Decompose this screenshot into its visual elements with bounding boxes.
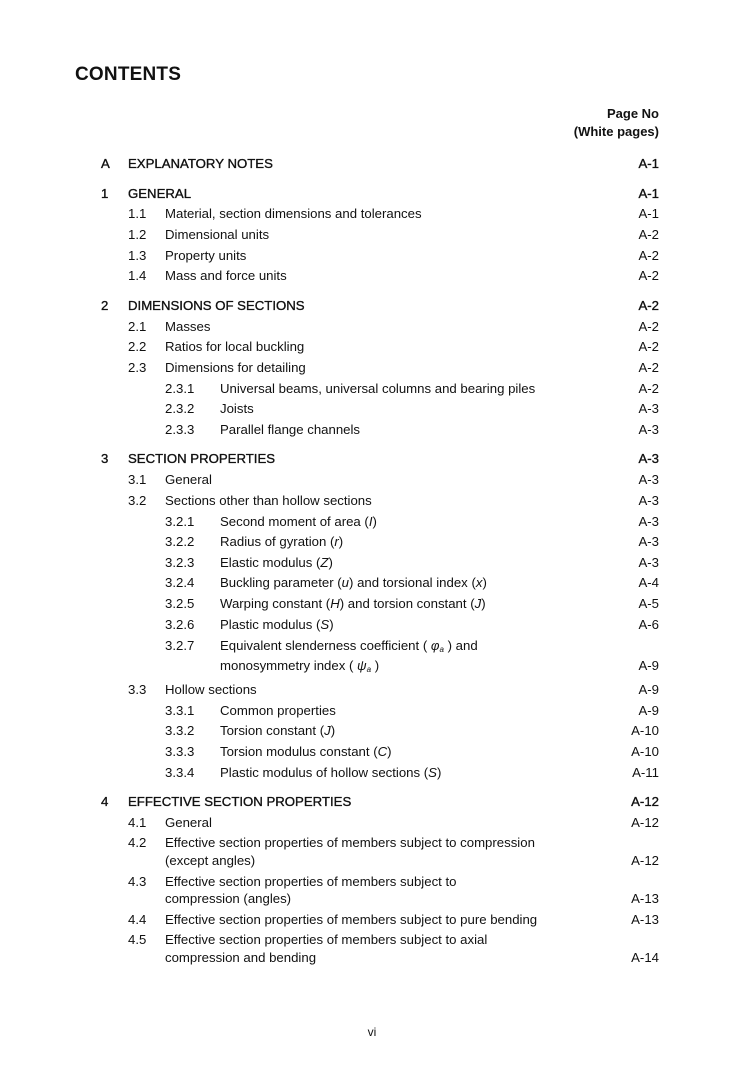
entry-title: [220, 637, 478, 659]
entry-title: [128, 185, 191, 203]
entry-title: [220, 574, 487, 592]
entry-number: 2.3.3: [165, 422, 195, 437]
entry-number: 2: [101, 298, 109, 313]
entry-title: [165, 492, 372, 510]
page-reference: A-4: [638, 575, 659, 590]
page-reference: A-3: [638, 493, 659, 508]
title-text: Effective section properties of members subject to axial: [165, 932, 488, 947]
title-text: Common properties: [220, 703, 336, 718]
entry-number: 1.1: [128, 206, 147, 221]
entry-title: [220, 657, 379, 679]
title-text: GENERAL: [128, 186, 192, 201]
entry-number: 1.3: [128, 248, 147, 263]
title-text: ): [329, 617, 334, 632]
title-text: DIMENSIONS OF SECTIONS: [128, 298, 305, 313]
entry-title: [165, 205, 422, 223]
symbol: S: [428, 765, 437, 780]
entry-title: [220, 513, 377, 531]
entry-title: [165, 267, 287, 285]
title-text: Sections other than hollow sections: [165, 493, 372, 508]
entry-title: [165, 359, 306, 377]
page-reference: A-1: [638, 186, 659, 201]
entry-number: 3.2.5: [165, 596, 195, 611]
title-text: ): [481, 596, 486, 611]
entry-number: 4.4: [128, 912, 147, 927]
entry-title: [220, 380, 535, 398]
entry-title: [165, 814, 212, 832]
title-text: Elastic modulus (: [220, 555, 321, 570]
page-reference: A-13: [631, 912, 659, 927]
entry-number: 3.2.7: [165, 638, 195, 653]
symbol: Z: [320, 555, 329, 570]
page-reference: A-10: [631, 723, 659, 738]
title-text: Buckling parameter (: [220, 575, 342, 590]
symbol: C: [377, 744, 388, 759]
entry-title: [220, 533, 343, 551]
symbol: ψ: [357, 658, 367, 673]
entry-number: 4.1: [128, 815, 147, 830]
page-no-header: Page No: [606, 106, 659, 121]
page-reference: A-13: [631, 891, 659, 906]
entry-number: 4.3: [128, 874, 147, 889]
entry-number: 3.2: [128, 493, 147, 508]
title-text: Plastic modulus of hollow sections (: [220, 765, 429, 780]
entry-title: [220, 722, 335, 740]
title-text: Property units: [165, 248, 247, 263]
title-text: Ratios for local buckling: [165, 339, 305, 354]
title-text: Warping constant (: [220, 596, 331, 611]
entry-number: 3.2.6: [165, 617, 195, 632]
entry-number: 2.2: [128, 339, 147, 354]
entry-number: 3.2.2: [165, 534, 195, 549]
symbol: φ: [430, 638, 440, 653]
title-text: EXPLANATORY NOTES: [128, 156, 273, 171]
title-text: ): [338, 534, 344, 549]
page-reference: A-3: [638, 534, 659, 549]
page-reference: A-2: [638, 268, 659, 283]
entry-title: [220, 616, 334, 634]
entry-title: [165, 949, 316, 967]
entry-title: [165, 931, 487, 949]
entry-number: 2.3: [128, 360, 147, 375]
title-text: Hollow sections: [165, 682, 257, 697]
entry-number: 3.2.1: [165, 514, 195, 529]
symbol: u: [341, 575, 350, 590]
entry-title: [165, 681, 257, 699]
page-reference: A-6: [638, 617, 659, 632]
title-text: Plastic modulus (: [220, 617, 321, 632]
title-text: ): [328, 555, 333, 570]
title-text: Effective section properties of members subject to pure bending: [165, 912, 538, 927]
symbol: H: [330, 596, 340, 611]
entry-number: 3.3.2: [165, 723, 195, 738]
symbol: a: [439, 645, 444, 654]
entry-number: 4.5: [128, 932, 147, 947]
page-reference: A-2: [638, 227, 659, 242]
entry-title: [128, 793, 351, 811]
title-text: ): [387, 744, 392, 759]
symbol: a: [366, 665, 372, 674]
white-pages-header: (White pages): [573, 124, 659, 139]
entry-title: [165, 834, 535, 852]
entry-title: [220, 702, 336, 720]
entry-title: [165, 890, 291, 908]
title-text: ): [482, 575, 487, 590]
title-text: (except angles): [165, 853, 256, 868]
title-text: Effective section properties of members subject to: [165, 874, 457, 889]
symbol: S: [320, 617, 330, 632]
title-text: ): [372, 514, 377, 529]
title-text: Torsion constant (: [220, 723, 325, 738]
page-reference: A-5: [638, 596, 659, 611]
title-text: compression and bending: [165, 950, 317, 965]
page-reference: A-3: [638, 555, 659, 570]
entry-number: 3: [101, 451, 109, 466]
entry-title: [220, 743, 392, 761]
page-reference: A-2: [638, 298, 659, 313]
page-reference: A-9: [638, 703, 659, 718]
page-reference: A-12: [631, 853, 659, 868]
page-title: CONTENTS: [75, 64, 182, 85]
entry-number: A: [101, 156, 110, 171]
entry-title: [165, 247, 246, 265]
page-reference: A-10: [631, 744, 659, 759]
title-text: Dimensions for detailing: [165, 360, 306, 375]
entry-number: 4.2: [128, 835, 147, 850]
entry-title: [220, 764, 441, 782]
page-reference: A-2: [638, 339, 659, 354]
entry-title: [128, 297, 305, 315]
page-reference: A-14: [631, 950, 659, 965]
symbol: I: [368, 514, 373, 529]
page-reference: A-1: [638, 206, 659, 221]
title-text: ) and torsional index (: [349, 575, 476, 590]
entry-title: [128, 450, 275, 468]
entry-title: [128, 155, 273, 173]
page-reference: A-3: [638, 472, 659, 487]
entry-title: [165, 471, 212, 489]
title-text: ) and torsion constant (: [339, 596, 475, 611]
title-text: Joists: [220, 401, 254, 416]
entry-number: 2.3.2: [165, 401, 195, 416]
entry-number: 3.3: [128, 682, 147, 697]
page-reference: A-2: [638, 248, 659, 263]
title-text: ) and: [443, 638, 478, 653]
title-text: Dimensional units: [165, 227, 270, 242]
entry-number: 3.3.3: [165, 744, 195, 759]
title-text: EFFECTIVE SECTION PROPERTIES: [128, 794, 352, 809]
title-text: Parallel flange channels: [220, 422, 361, 437]
symbol: x: [475, 575, 483, 590]
entry-number: 2.3.1: [165, 381, 195, 396]
page-number: vi: [367, 1025, 377, 1039]
page-reference: A-3: [638, 401, 659, 416]
title-text: monosymmetry index (: [220, 658, 358, 673]
entry-title: [165, 338, 304, 356]
title-text: Effective section properties of members subject to compression: [165, 835, 535, 850]
title-text: Mass and force units: [165, 268, 287, 283]
page-reference: A-9: [638, 682, 659, 697]
page-reference: A-3: [638, 422, 659, 437]
title-text: Radius of gyration (: [220, 534, 335, 549]
page-reference: A-3: [638, 514, 659, 529]
title-text: General: [165, 815, 212, 830]
entry-title: [165, 318, 210, 336]
title-text: compression (angles): [165, 891, 292, 906]
entry-number: 3.2.4: [165, 575, 195, 590]
entry-number: 3.2.3: [165, 555, 195, 570]
page-reference: A-1: [638, 156, 659, 171]
page-reference: A-11: [632, 765, 659, 780]
symbol: r: [334, 534, 339, 549]
entry-title: [165, 226, 269, 244]
title-text: SECTION PROPERTIES: [128, 451, 276, 466]
title-text: Torsion modulus constant (: [220, 744, 378, 759]
title-text: Masses: [165, 319, 211, 334]
entry-title: [165, 911, 537, 929]
title-text: Equivalent slenderness coefficient (: [220, 638, 431, 653]
page-reference: A-12: [631, 815, 659, 830]
entry-number: 3.1: [128, 472, 147, 487]
entry-number: 4: [101, 794, 109, 809]
page-reference: A-9: [638, 658, 659, 673]
entry-number: 1.4: [128, 268, 147, 283]
entry-number: 3.3.4: [165, 765, 195, 780]
entry-title: [165, 852, 255, 870]
entry-number: 1.2: [128, 227, 147, 242]
page-reference: A-12: [631, 794, 659, 809]
entry-title: [220, 595, 486, 613]
title-text: Second moment of area (: [220, 514, 369, 529]
page-reference: A-2: [638, 381, 659, 396]
entry-title: [220, 554, 333, 572]
entry-number: 1: [101, 186, 109, 201]
entry-title: [220, 421, 360, 439]
title-text: ): [371, 658, 380, 673]
entry-number: 3.3.1: [165, 703, 195, 718]
page-reference: A-2: [638, 360, 659, 375]
entry-title: [220, 400, 254, 418]
page-reference: A-2: [638, 319, 659, 334]
entry-title: [165, 873, 456, 891]
symbol: J: [474, 596, 482, 611]
title-text: Material, section dimensions and tolerances: [165, 206, 422, 221]
page-reference: A-3: [638, 451, 659, 466]
title-text: General: [165, 472, 212, 487]
title-text: ): [436, 765, 442, 780]
entry-number: 2.1: [128, 319, 147, 334]
title-text: ): [330, 723, 336, 738]
symbol: J: [324, 723, 331, 738]
title-text: Universal beams, universal columns and bearing piles: [220, 381, 536, 396]
